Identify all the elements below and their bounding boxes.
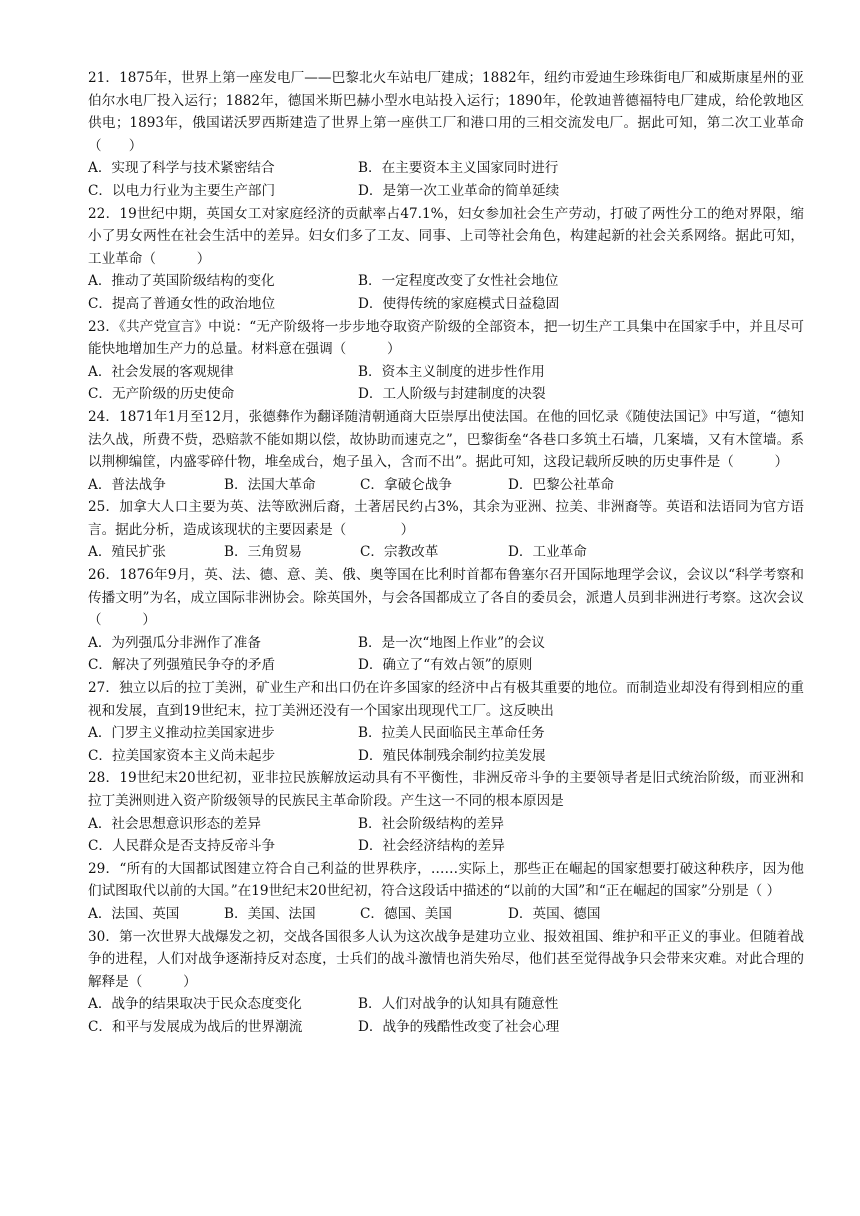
question-30 [88,926,804,1039]
question-stem: 27．独立以后的拉丁美洲，矿业生产和出口仍在许多国家的经济中占有极其重要的地位。而制造业却没有得到相应的重视和发展，直到19世纪末，拉丁美洲还没有一个国家出现现代工厂。这反映出 [88,680,804,719]
question-27 [88,677,804,767]
option-c[interactable]: C．和平与发展成为战后的世界潮流 [88,1018,303,1035]
option-c[interactable]: C．以电力行业为主要生产部门 [88,182,276,199]
option-d[interactable]: D．确立了“有效占领”的原则 [358,657,533,674]
question-21 [88,67,804,203]
option-c[interactable]: C．解决了列强殖民争夺的矛盾 [88,657,276,674]
option-c[interactable]: C．拿破仑战争 [360,476,452,493]
options [88,722,804,767]
option-a[interactable]: A．实现了科学与技术紧密结合 [88,160,275,177]
question-25 [88,496,804,564]
question-28 [88,767,804,857]
question-23 [88,316,804,406]
option-b[interactable]: B．拉美人民面临民主革命任务 [358,725,545,742]
option-c[interactable]: C．提高了普通女性的政治地位 [88,295,276,312]
option-d[interactable]: D．工业革命 [508,544,587,561]
question-stem: 28．19世纪末20世纪初，亚非拉民族解放运动具有不平衡性，非洲反帝斗争的主要领导者是旧式统治阶级，而亚洲和拉丁美洲则进入资产阶级领导的民族民主革命阶段。产生这一不同的根本原因是 [88,770,804,809]
question-stem: 29．“所有的大国都试图建立符合自己利益的世界秩序，……实际上，那些正在崛起的国家想要打破这种秩序，因为他们试图取代以前的大国。”在19世纪末20世纪初，符合这段话中描述的“以前的大国”和“正在崛起的国家”分别是（ ） [88,860,804,900]
question-stem: 25．加拿大人口主要为英、法等欧洲后裔，土著居民约占3%，其余为亚洲、拉美、非洲裔等。英语和法语同为官方语言。据此分析，造成该现状的主要因素是（ ） [88,499,804,538]
option-c[interactable]: C．德国、美国 [360,905,452,922]
option-a[interactable]: A．殖民扩张 [88,544,166,561]
option-a[interactable]: A．推动了英国阶级结构的变化 [88,273,275,290]
option-a[interactable]: A．门罗主义推动拉美国家进步 [88,725,275,742]
option-b[interactable]: B．美国、法国 [224,905,316,922]
option-c[interactable]: C．拉美国家资本主义尚未起步 [88,747,276,764]
option-a[interactable]: A．为列强瓜分非洲作了准备 [88,634,261,651]
question-stem: 30．第一次世界大战爆发之初，交战各国很多人认为这次战争是建功立业、报效祖国、维护和平正义的事业。但随着战争的进程，人们对战争逐渐持反对态度，士兵们的战斗激情也消失殆尽，他们甚至觉得战争只会带来灾难。对此合理的解释是（ ） [88,928,804,990]
question-22 [88,203,804,316]
option-b[interactable]: B．人们对战争的认知具有随意性 [358,996,559,1013]
options [88,361,804,406]
question-stem: 26．1876年9月，英、法、德、意、美、俄、奥等国在比利时首都布鲁塞尔召开国际地理学会议，会议以“科学考察和传播文明”为名，成立国际非洲协会。除英国外，与会各国都成立了各自的委员会，派遣人员到非洲进行考察。这次会议（ ） [88,567,804,629]
question-29 [88,858,804,926]
options [88,993,804,1038]
options [88,632,804,677]
option-b[interactable]: B．一定程度改变了女性社会地位 [358,273,559,290]
options [88,474,804,497]
option-d[interactable]: D．英国、德国 [508,905,601,922]
option-a[interactable]: A．法国、英国 [88,905,180,922]
question-stem: 22．19世纪中期，英国女工对家庭经济的贡献率占47.1%，妇女参加社会生产劳动，打破了两性分工的绝对界限，缩小了男女两性在社会生活中的差异。妇女们多了工友、同事、上司等社会角色，构建起新的社会关系网络。据此可知，工业革命（ ） [88,205,804,267]
options [88,813,804,858]
option-a[interactable]: A．战争的结果取决于民众态度变化 [88,996,302,1013]
option-b[interactable]: B．社会阶级结构的差异 [358,815,504,832]
question-26 [88,564,804,677]
option-b[interactable]: B．法国大革命 [224,476,316,493]
option-a[interactable]: A．普法战争 [88,476,166,493]
option-b[interactable]: B．是一次“地图上作业”的会议 [358,634,546,651]
option-d[interactable]: D．殖民体制残余制约拉美发展 [358,747,546,764]
option-d[interactable]: D．使得传统的家庭模式日益稳固 [358,295,560,312]
option-d[interactable]: D．是第一次工业革命的简单延续 [358,182,560,199]
option-a[interactable]: A．社会发展的客观规律 [88,363,234,380]
question-stem: 23．《共产党宣言》中说：“无产阶级将一步步地夺取资产阶级的全部资本，把一切生产工具集中在国家手中，并且尽可能快地增加生产力的总量。材料意在强调（ ） [88,318,804,358]
option-c[interactable]: C．人民群众是否支持反帝斗争 [88,838,276,855]
question-stem: 21．1875年，世界上第一座发电厂——巴黎北火车站电厂建成；1882年，纽约市爱迪生珍珠街电厂和威斯康星州的亚伯尔水电厂投入运行；1882年，德国米斯巴赫小型水电站投入运行；1890年，伦敦迪普德福特电厂建成，给伦敦地区供电；1893年，俄国诺沃罗西斯建造了世界上第一座供工厂和港口用的三相交流发电厂。据此可知，第二次工业革命（ ） [88,70,804,154]
option-b[interactable]: B．三角贸易 [224,544,302,561]
option-d[interactable]: D．巴黎公社革命 [508,476,615,493]
options [88,541,804,564]
options [88,157,804,202]
option-d[interactable]: D．工人阶级与封建制度的决裂 [358,386,546,403]
option-d[interactable]: D．社会经济结构的差异 [358,838,505,855]
option-b[interactable]: B．资本主义制度的进步性作用 [358,363,545,380]
exam-page [88,67,804,1039]
options [88,903,804,926]
option-c[interactable]: C．宗教改革 [360,544,439,561]
option-a[interactable]: A．社会思想意识形态的差异 [88,815,261,832]
option-c[interactable]: C．无产阶级的历史使命 [88,386,235,403]
question-24 [88,406,804,496]
option-b[interactable]: B．在主要资本主义国家同时进行 [358,160,559,177]
option-d[interactable]: D．战争的残酷性改变了社会心理 [358,1018,560,1035]
options [88,270,804,315]
question-stem: 24．1871年1月至12月，张德彝作为翻译随清朝通商大臣崇厚出使法国。在他的回忆录《随使法国记》中写道，“德知法久战，所费不赀，恐赔款不能如期以偿，故协助而速克之”，巴黎街垒“各巷口多筑土石墙，几案墙，又有木筐墙。系以荆柳编筐，内盛零碎什物，堆垒成台，炮子虽入，含而不出”。据此可知，这段记载所反映的历史事件是（ ） [88,408,804,471]
